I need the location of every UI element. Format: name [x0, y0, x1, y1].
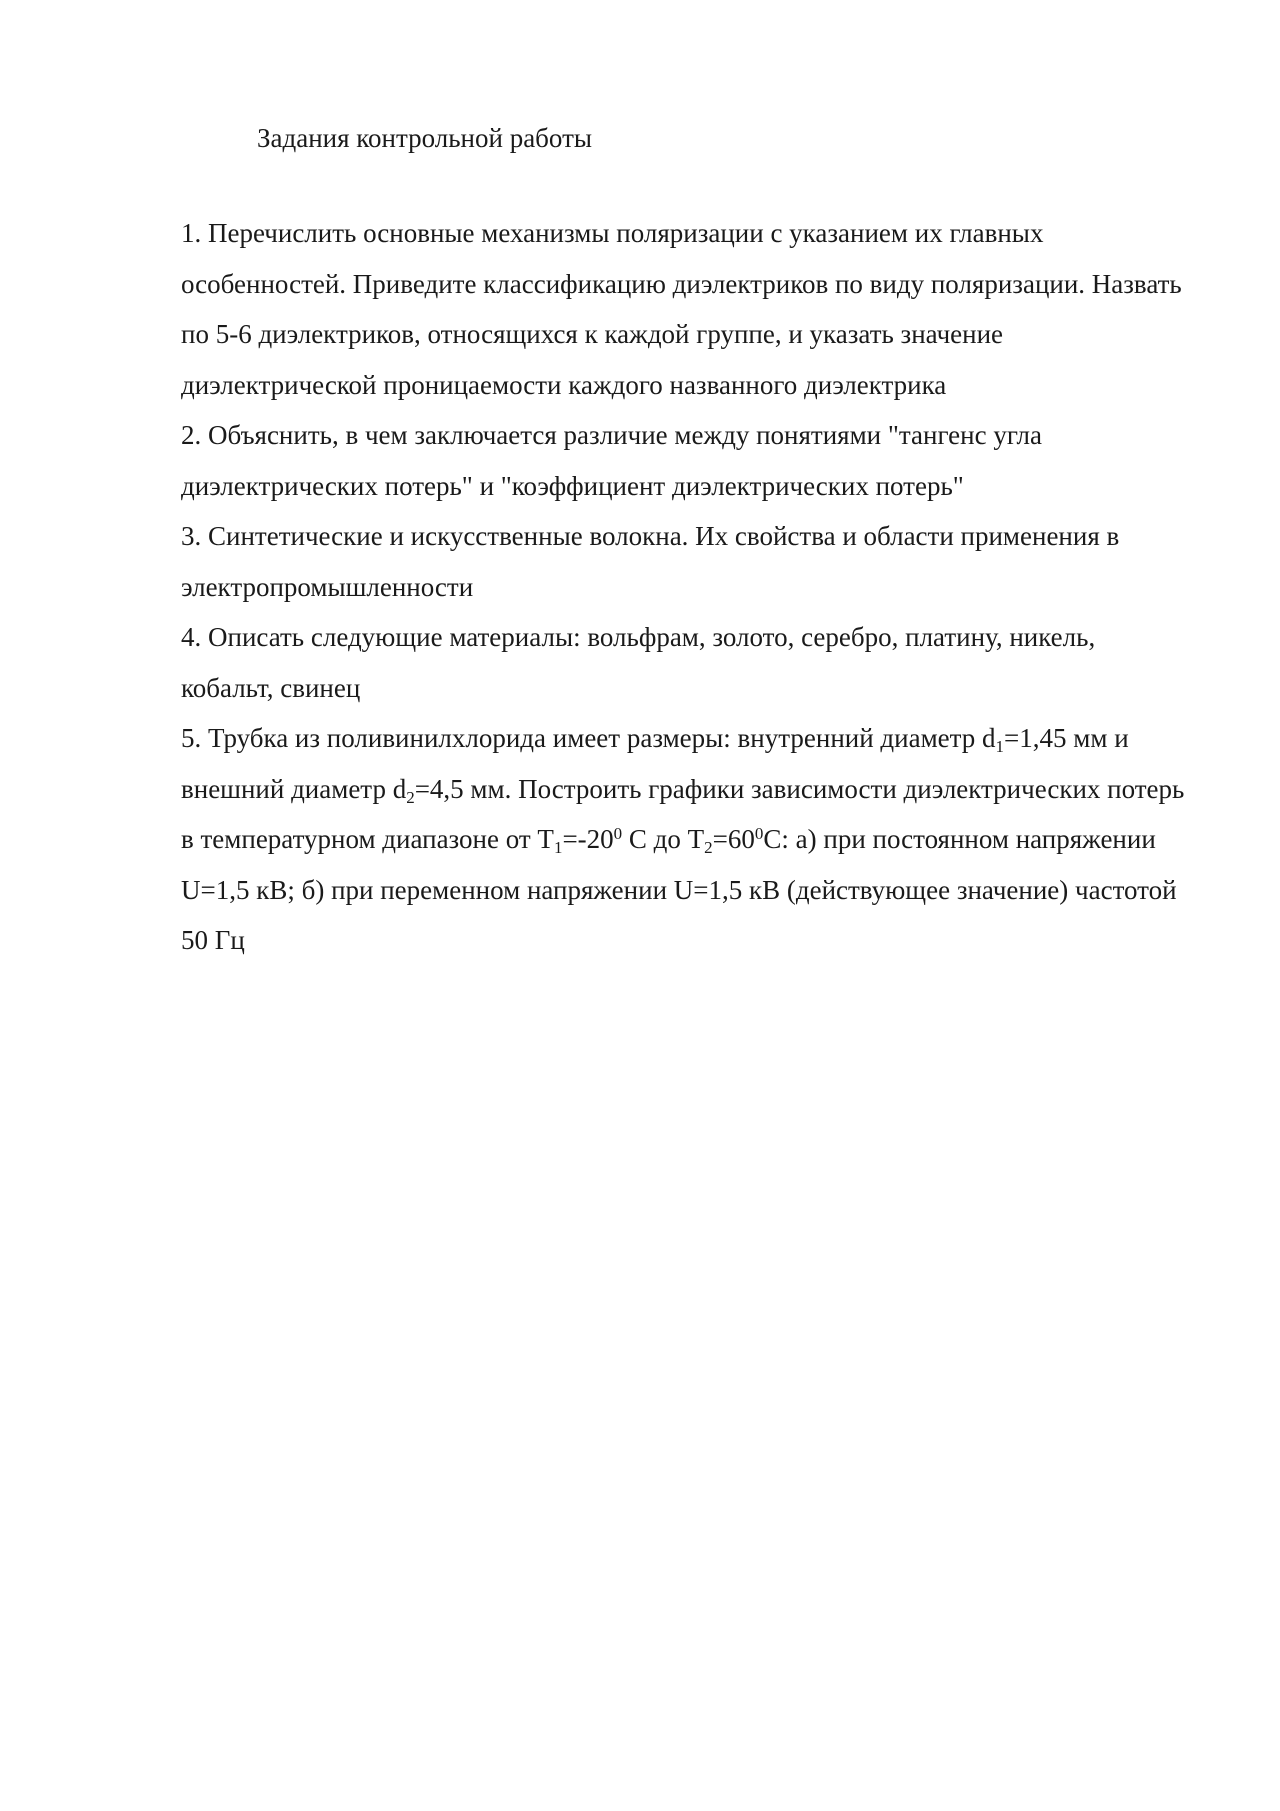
superscript-2: 0 [754, 824, 764, 843]
task-5-text-2: =1,45 мм и внешний диаметр d [181, 723, 1129, 804]
task-3: 3. Синтетические и искусственные волокна. Их свойства и области применения в электропромышленности [181, 521, 1120, 602]
subscript-1: 1 [995, 737, 1005, 756]
subscript-2: 2 [406, 787, 415, 807]
document-title: Задания контрольной работы [257, 123, 593, 153]
task-5-text-6: =60 [712, 824, 755, 854]
task-5-text-4: =-20 [562, 824, 614, 854]
subscript-3: 1 [553, 838, 563, 857]
task-5 [181, 713, 1191, 966]
subscript-4: 2 [704, 838, 713, 857]
task-2: 2. Объяснить, в чем заключается различие между понятиями "тангенс угла диэлектрических потерь" и "коэффициент диэлектрических потерь" [181, 420, 1042, 501]
task-5-text-1: 5. Трубка из поливинилхлорида имеет размеры: внутренний диаметр d [181, 723, 996, 753]
superscript-1: 0 [613, 824, 623, 843]
task-list [181, 208, 1191, 966]
task-5-text-7: С: а) при постоянном напряжении U=1,5 кВ; б) при переменном напряжении U=1,5 кВ (действующее значение) частотой 50 Гц [181, 824, 1177, 955]
task-1: 1. Перечислить основные механизмы поляризации с указанием их главных особенностей. Приведите классификацию диэлектриков по виду поляризации. Назвать по 5-6 диэлектриков, относящихся к каждой группе, и указать значение диэлектрической проницаемости каждого названного диэлектрика [181, 218, 1182, 400]
task-5-text-5: С до Т [622, 824, 705, 854]
task-4: 4. Описать следующие материалы: вольфрам, золото, серебро, платину, никель, кобальт, свинец [181, 622, 1096, 703]
task-5-text-3: =4,5 мм. Построить графики зависимости диэлектрических потерь в температурном диапазоне от Т [181, 773, 1185, 854]
